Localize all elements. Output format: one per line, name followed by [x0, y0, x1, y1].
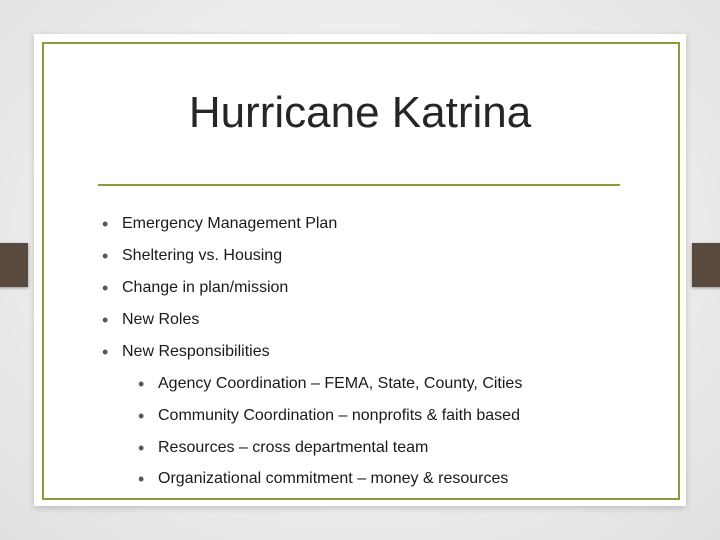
bullet-text: Sheltering vs. Housing: [122, 247, 283, 264]
bullet-dot-icon: •: [102, 310, 109, 330]
sub-bullet-dot-icon: •: [138, 406, 145, 426]
sub-bullet-dot-icon: •: [138, 374, 145, 394]
bullet-dot-icon: •: [102, 342, 109, 362]
sub-bullet-text: Resources – cross departmental team: [158, 439, 429, 456]
sub-bullet-text: Community Coordination – nonprofits & faith based: [158, 407, 520, 424]
sub-bullet-dot-icon: •: [138, 469, 145, 489]
bullet-text: Change in plan/mission: [122, 279, 289, 296]
sub-bullet-dot-icon: •: [138, 438, 145, 458]
sub-bullet-text: Organizational commitment – money & resources: [158, 470, 509, 487]
bullet-text: Emergency Management Plan: [122, 215, 338, 232]
sub-bullet-text: Agency Coordination – FEMA, State, County, Cities: [158, 375, 523, 392]
bullet-dot-icon: •: [102, 278, 109, 298]
bullet-text: New Roles: [122, 311, 200, 328]
bullet-dot-icon: •: [102, 246, 109, 266]
slide-title: Hurricane Katrina: [188, 88, 532, 137]
bullet-text: New Responsibilities: [122, 343, 270, 360]
bullet-dot-icon: •: [102, 214, 109, 234]
